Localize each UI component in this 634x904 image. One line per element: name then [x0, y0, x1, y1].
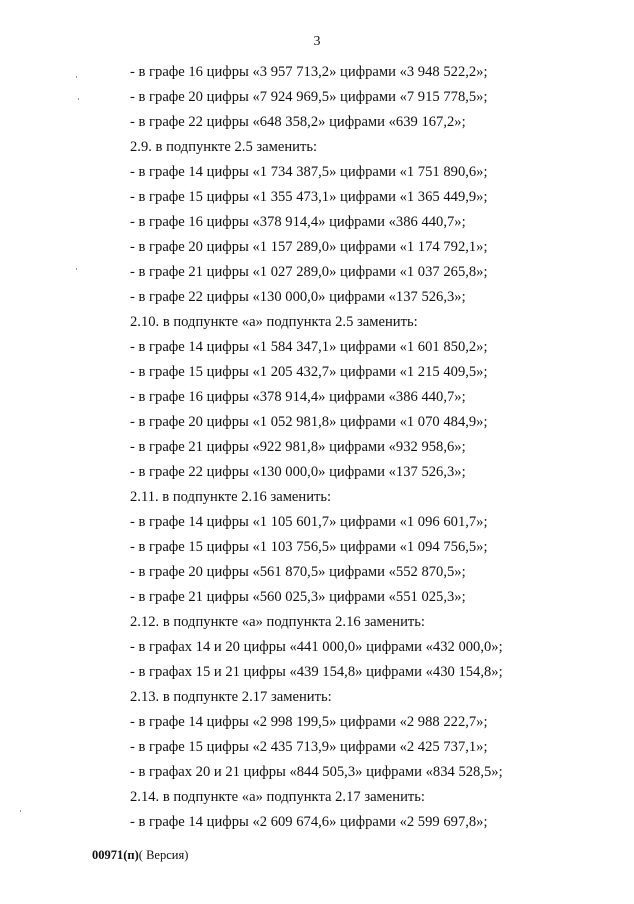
scan-artifact	[76, 268, 77, 270]
section-heading: 2.9. в подпункте 2.5 заменить:	[130, 139, 318, 155]
amendment-line: - в графе 22 цифры «648 358,2» цифрами «639 167,2»;	[130, 114, 466, 130]
document-version: ( Версия)	[138, 848, 189, 862]
scan-artifact	[20, 810, 21, 812]
amendment-line: - в графе 14 цифры «2 609 674,6» цифрами «2 599 697,8»;	[130, 814, 488, 830]
amendment-line: - в графе 15 цифры «1 103 756,5» цифрами «1 094 756,5»;	[130, 539, 488, 555]
amendment-line: - в графе 16 цифры «378 914,4» цифрами «386 440,7»;	[130, 389, 466, 405]
amendment-line: - в графе 21 цифры «1 027 289,0» цифрами «1 037 265,8»;	[130, 264, 488, 280]
section-heading: 2.11. в подпункте 2.16 заменить:	[130, 489, 332, 505]
section-heading: 2.12. в подпункте «а» подпункта 2.16 заменить:	[130, 614, 425, 630]
amendment-line: - в графе 20 цифры «1 157 289,0» цифрами «1 174 792,1»;	[130, 239, 488, 255]
amendment-line: - в графе 15 цифры «1 355 473,1» цифрами «1 365 449,9»;	[130, 189, 488, 205]
document-footer	[92, 848, 188, 863]
amendment-line: - в графе 22 цифры «130 000,0» цифрами «137 526,3»;	[130, 464, 466, 480]
scan-artifact	[78, 98, 79, 100]
amendment-line: - в графе 14 цифры «1 584 347,1» цифрами «1 601 850,2»;	[130, 339, 488, 355]
document-code: 00971(п)	[92, 848, 139, 862]
amendment-line: - в графах 20 и 21 цифры «844 505,3» цифрами «834 528,5»;	[130, 764, 503, 780]
section-heading: 2.10. в подпункте «а» подпункта 2.5 заменить:	[130, 314, 418, 330]
amendment-line: - в графе 14 цифры «1 105 601,7» цифрами «1 096 601,7»;	[130, 514, 488, 530]
amendment-line: - в графе 15 цифры «2 435 713,9» цифрами «2 425 737,1»;	[130, 739, 488, 755]
amendment-line: - в графе 20 цифры «561 870,5» цифрами «552 870,5»;	[130, 564, 466, 580]
page-number: 3	[313, 34, 321, 49]
amendment-line: - в графе 15 цифры «1 205 432,7» цифрами «1 215 409,5»;	[130, 364, 488, 380]
amendment-line: - в графе 22 цифры «130 000,0» цифрами «137 526,3»;	[130, 289, 466, 305]
amendment-line: - в графах 14 и 20 цифры «441 000,0» цифрами «432 000,0»;	[130, 639, 503, 655]
section-heading: 2.14. в подпункте «а» подпункта 2.17 заменить:	[130, 789, 425, 805]
section-heading: 2.13. в подпункте 2.17 заменить:	[130, 689, 332, 705]
amendment-line: - в графе 16 цифры «3 957 713,2» цифрами «3 948 522,2»;	[130, 64, 488, 80]
amendment-line: - в графе 14 цифры «2 998 199,5» цифрами «2 988 222,7»;	[130, 714, 488, 730]
amendment-line: - в графе 14 цифры «1 734 387,5» цифрами «1 751 890,6»;	[130, 164, 488, 180]
amendment-line: - в графе 16 цифры «378 914,4» цифрами «386 440,7»;	[130, 214, 466, 230]
amendment-line: - в графе 20 цифры «1 052 981,8» цифрами «1 070 484,9»;	[130, 414, 488, 430]
amendment-line: - в графе 21 цифры «560 025,3» цифрами «551 025,3»;	[130, 589, 466, 605]
amendment-line: - в графе 20 цифры «7 924 969,5» цифрами «7 915 778,5»;	[130, 89, 488, 105]
amendment-line: - в графе 21 цифры «922 981,8» цифрами «932 958,6»;	[130, 439, 466, 455]
amendment-line: - в графах 15 и 21 цифры «439 154,8» цифрами «430 154,8»;	[130, 664, 503, 680]
scan-artifact	[76, 76, 77, 78]
